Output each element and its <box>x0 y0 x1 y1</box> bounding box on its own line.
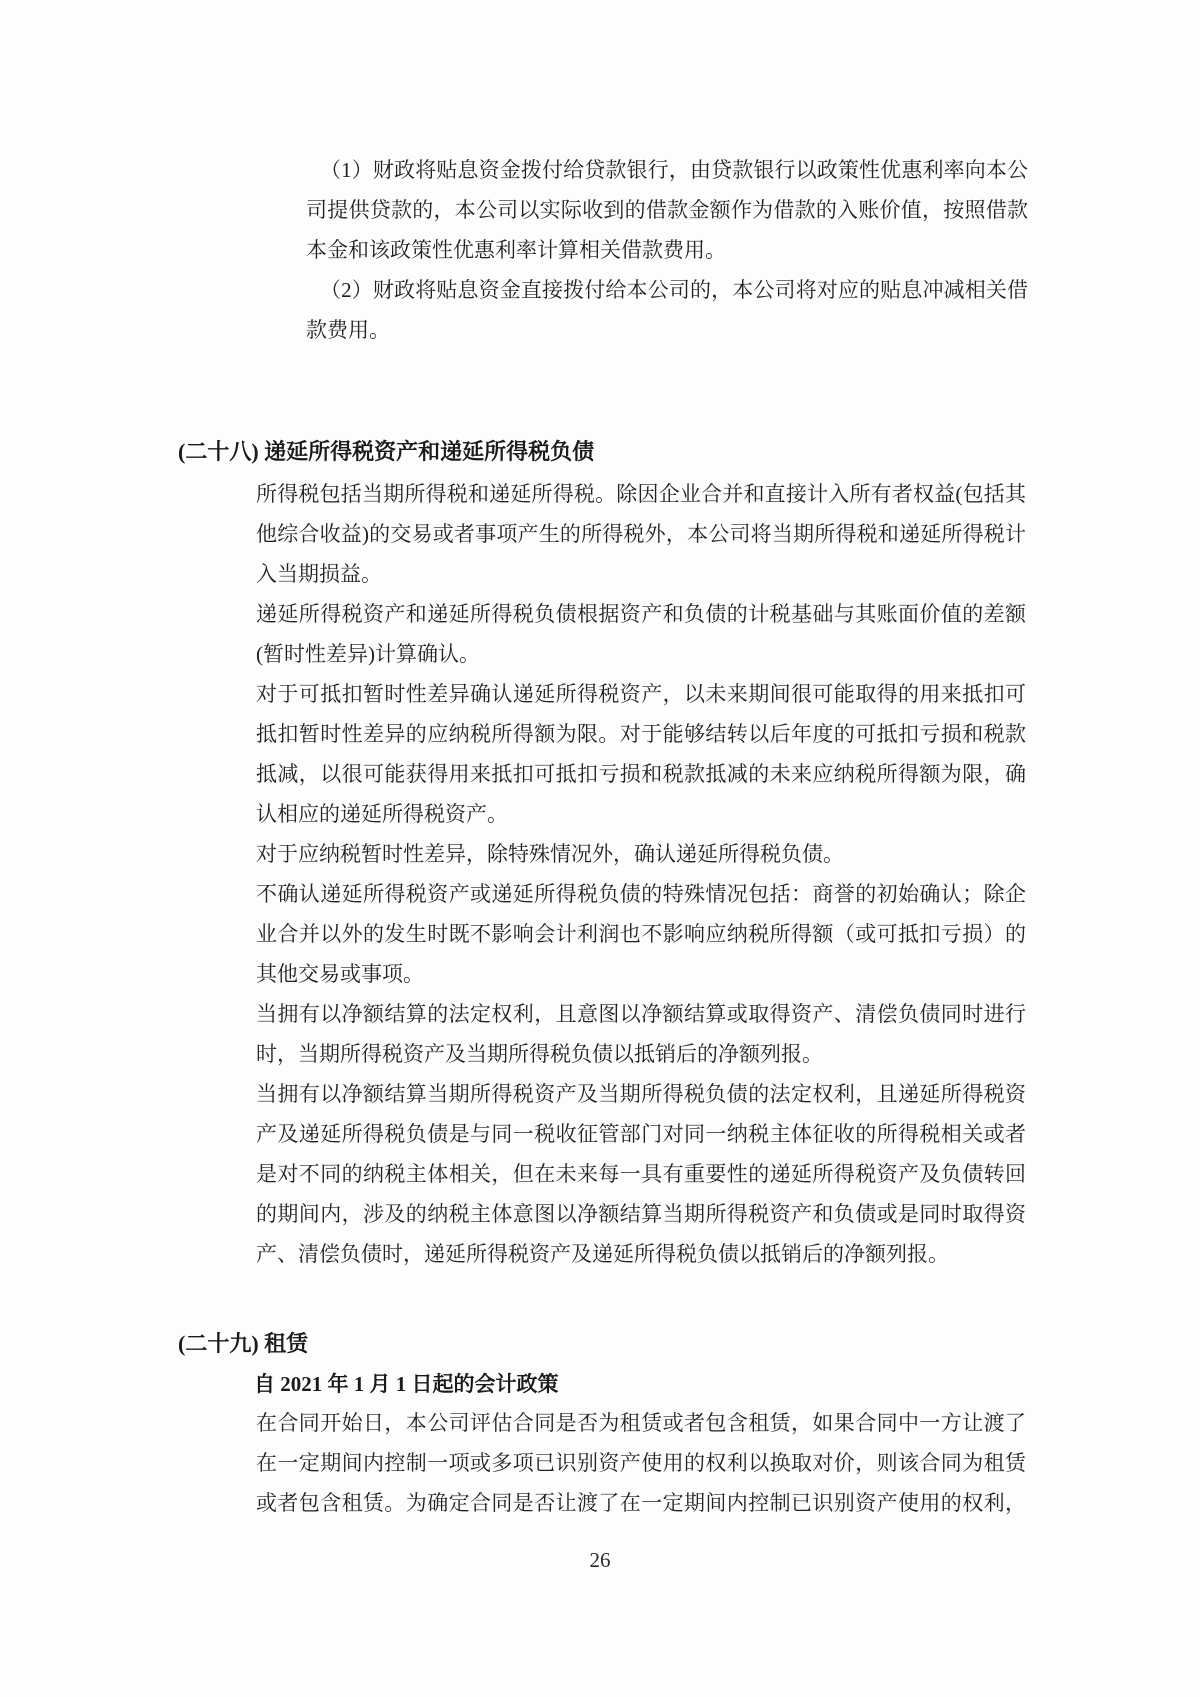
text-line: 当拥有以净额结算当期所得税资产及当期所得税负债的法定权利，且递延所得税资 <box>256 1082 1026 1106</box>
text-line: 款费用。 <box>306 318 390 342</box>
text-line: （2）财政将贴息资金直接拨付给本公司的，本公司将对应的贴息冲减相关借 <box>320 278 1028 302</box>
text-line: 对于应纳税暂时性差异，除特殊情况外，确认递延所得税负债。 <box>256 842 844 866</box>
text-line: 的期间内，涉及的纳税主体意图以净额结算当期所得税资产和负债或是同时取得资 <box>256 1202 1026 1226</box>
text-line: 抵减，以很可能获得用来抵扣可抵扣亏损和税款抵减的未来应纳税所得额为限，确 <box>256 762 1026 786</box>
text-line: 本金和该政策性优惠利率计算相关借款费用。 <box>306 238 726 262</box>
section-28-body <box>256 474 1026 1274</box>
text-line: 是对不同的纳税主体相关，但在未来每一具有重要性的递延所得税资产及负债转回 <box>256 1162 1026 1186</box>
text-line: 其他交易或事项。 <box>256 962 424 986</box>
text-line: 当拥有以净额结算的法定权利，且意图以净额结算或取得资产、清偿负债同时进行 <box>256 1002 1026 1026</box>
text-line: 业合并以外的发生时既不影响会计利润也不影响应纳税所得额（或可抵扣亏损）的 <box>256 922 1026 946</box>
text-line: 所得税包括当期所得税和递延所得税。除因企业合并和直接计入所有者权益(包括其 <box>256 482 1026 506</box>
text-line: 产、清偿负债时，递延所得税资产及递延所得税负债以抵销后的净额列报。 <box>256 1242 949 1266</box>
text-line: 司提供贷款的，本公司以实际收到的借款金额作为借款的入账价值，按照借款 <box>306 198 1028 222</box>
text-line: 或者包含租赁。为确定合同是否让渡了在一定期间内控制已识别资产使用的权利， <box>256 1491 1026 1515</box>
page-number: 26 <box>589 1548 611 1572</box>
text-line: 不确认递延所得税资产或递延所得税负债的特殊情况包括：商誉的初始确认；除企 <box>256 882 1026 906</box>
text-line: 递延所得税资产和递延所得税负债根据资产和负债的计税基础与其账面价值的差额 <box>256 602 1026 626</box>
section-28-heading: (二十八) 递延所得税资产和递延所得税负债 <box>178 439 595 464</box>
intro-paragraphs <box>306 150 1028 350</box>
accounting-policy-subheading: 自 2021 年 1 月 1 日起的会计政策 <box>254 1372 559 1396</box>
text-line: 抵扣暂时性差异的应纳税所得额为限。对于能够结转以后年度的可抵扣亏损和税款 <box>256 722 1026 746</box>
text-line: 时，当期所得税资产及当期所得税负债以抵销后的净额列报。 <box>256 1042 823 1066</box>
text-line: 产及递延所得税负债是与同一税收征管部门对同一纳税主体征收的所得税相关或者 <box>256 1122 1026 1146</box>
section-29-body <box>256 1403 1026 1523</box>
text-line: 入当期损益。 <box>256 562 382 586</box>
section-29-heading: (二十九) 租赁 <box>178 1331 309 1356</box>
text-line: 认相应的递延所得税资产。 <box>256 802 508 826</box>
text-line: 在合同开始日，本公司评估合同是否为租赁或者包含租赁，如果合同中一方让渡了 <box>256 1411 1026 1435</box>
text-line: （1）财政将贴息资金拨付给贷款银行，由贷款银行以政策性优惠利率向本公 <box>320 158 1028 182</box>
text-line: (暂时性差异)计算确认。 <box>256 642 480 666</box>
text-line: 他综合收益)的交易或者事项产生的所得税外，本公司将当期所得税和递延所得税计 <box>256 522 1026 546</box>
text-line: 在一定期间内控制一项或多项已识别资产使用的权利以换取对价，则该合同为租赁 <box>256 1451 1026 1475</box>
text-line: 对于可抵扣暂时性差异确认递延所得税资产，以未来期间很可能取得的用来抵扣可 <box>256 682 1026 706</box>
